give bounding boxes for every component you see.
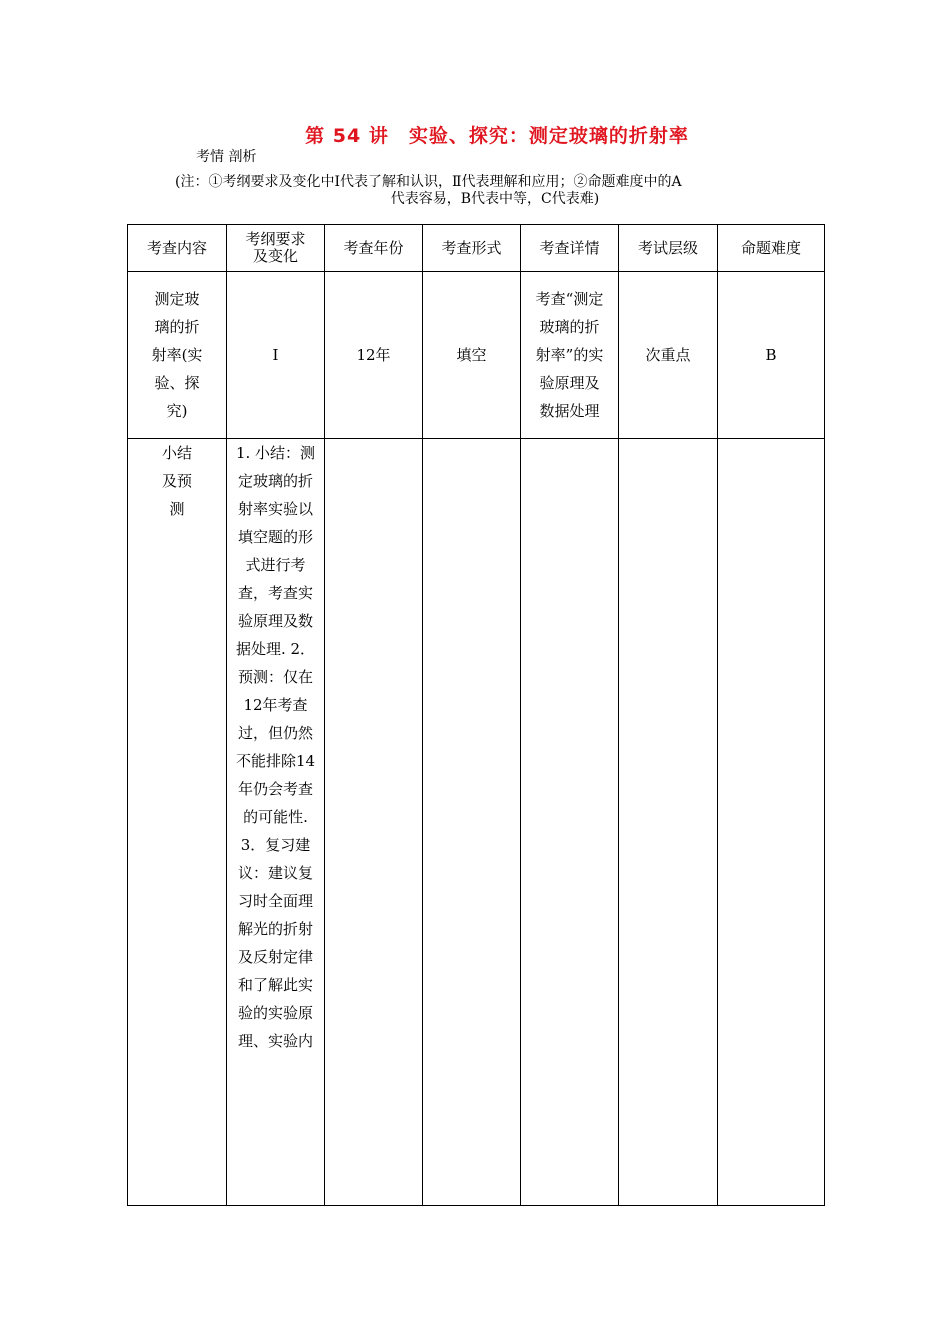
table-row — [128, 272, 825, 439]
header-cell: 考查形式 — [423, 225, 521, 272]
header-cell: 考查年份 — [325, 225, 423, 272]
header-cell: 命题难度 — [718, 225, 825, 272]
empty-cell — [718, 439, 825, 1206]
content-cell: 测定玻璃的折射率(实验、探究) — [128, 272, 227, 439]
requirement-cell: Ⅰ — [227, 272, 325, 439]
header-cell: 考纲要求及变化 — [227, 225, 325, 272]
header-cell: 考查内容 — [128, 225, 227, 272]
section-subtitle: 考情 剖析 — [196, 149, 257, 165]
form-cell: 填空 — [423, 272, 521, 439]
page-title: 第 54 讲 实验、探究：测定玻璃的折射率 — [305, 125, 689, 147]
empty-cell — [619, 439, 718, 1206]
difficulty-cell: B — [718, 272, 825, 439]
empty-cell — [423, 439, 521, 1206]
note-line-2: 代表容易，B代表中等，C代表难) — [390, 191, 600, 207]
table-row — [128, 439, 825, 1206]
header-cell: 考查详情 — [521, 225, 619, 272]
summary-cell: 1. 小结：测定玻璃的折射率实验以填空题的形式进行考查，考查实验原理及数据处理. 2．预测：仅在12年考查过，但仍然不能排除14年仍会考查的可能性. 3．复习建议：建议复习时全面理解光的折射及反射定律和了解此实验的实验原理、实验内 — [227, 439, 325, 1206]
legend-note — [175, 174, 815, 208]
empty-cell — [521, 439, 619, 1206]
summary-label-cell: 小结及预测 — [128, 439, 227, 1206]
exam-analysis-table — [127, 224, 825, 1206]
table-header-row — [128, 225, 825, 272]
detail-cell: 考查“测定玻璃的折射率”的实验原理及数据处理 — [521, 272, 619, 439]
note-line-1: (注：①考纲要求及变化中Ⅰ代表了解和认识，Ⅱ代表理解和应用；②命题难度中的A — [175, 174, 682, 190]
year-cell: 12年 — [325, 272, 423, 439]
empty-cell — [325, 439, 423, 1206]
header-cell: 考试层级 — [619, 225, 718, 272]
level-cell: 次重点 — [619, 272, 718, 439]
